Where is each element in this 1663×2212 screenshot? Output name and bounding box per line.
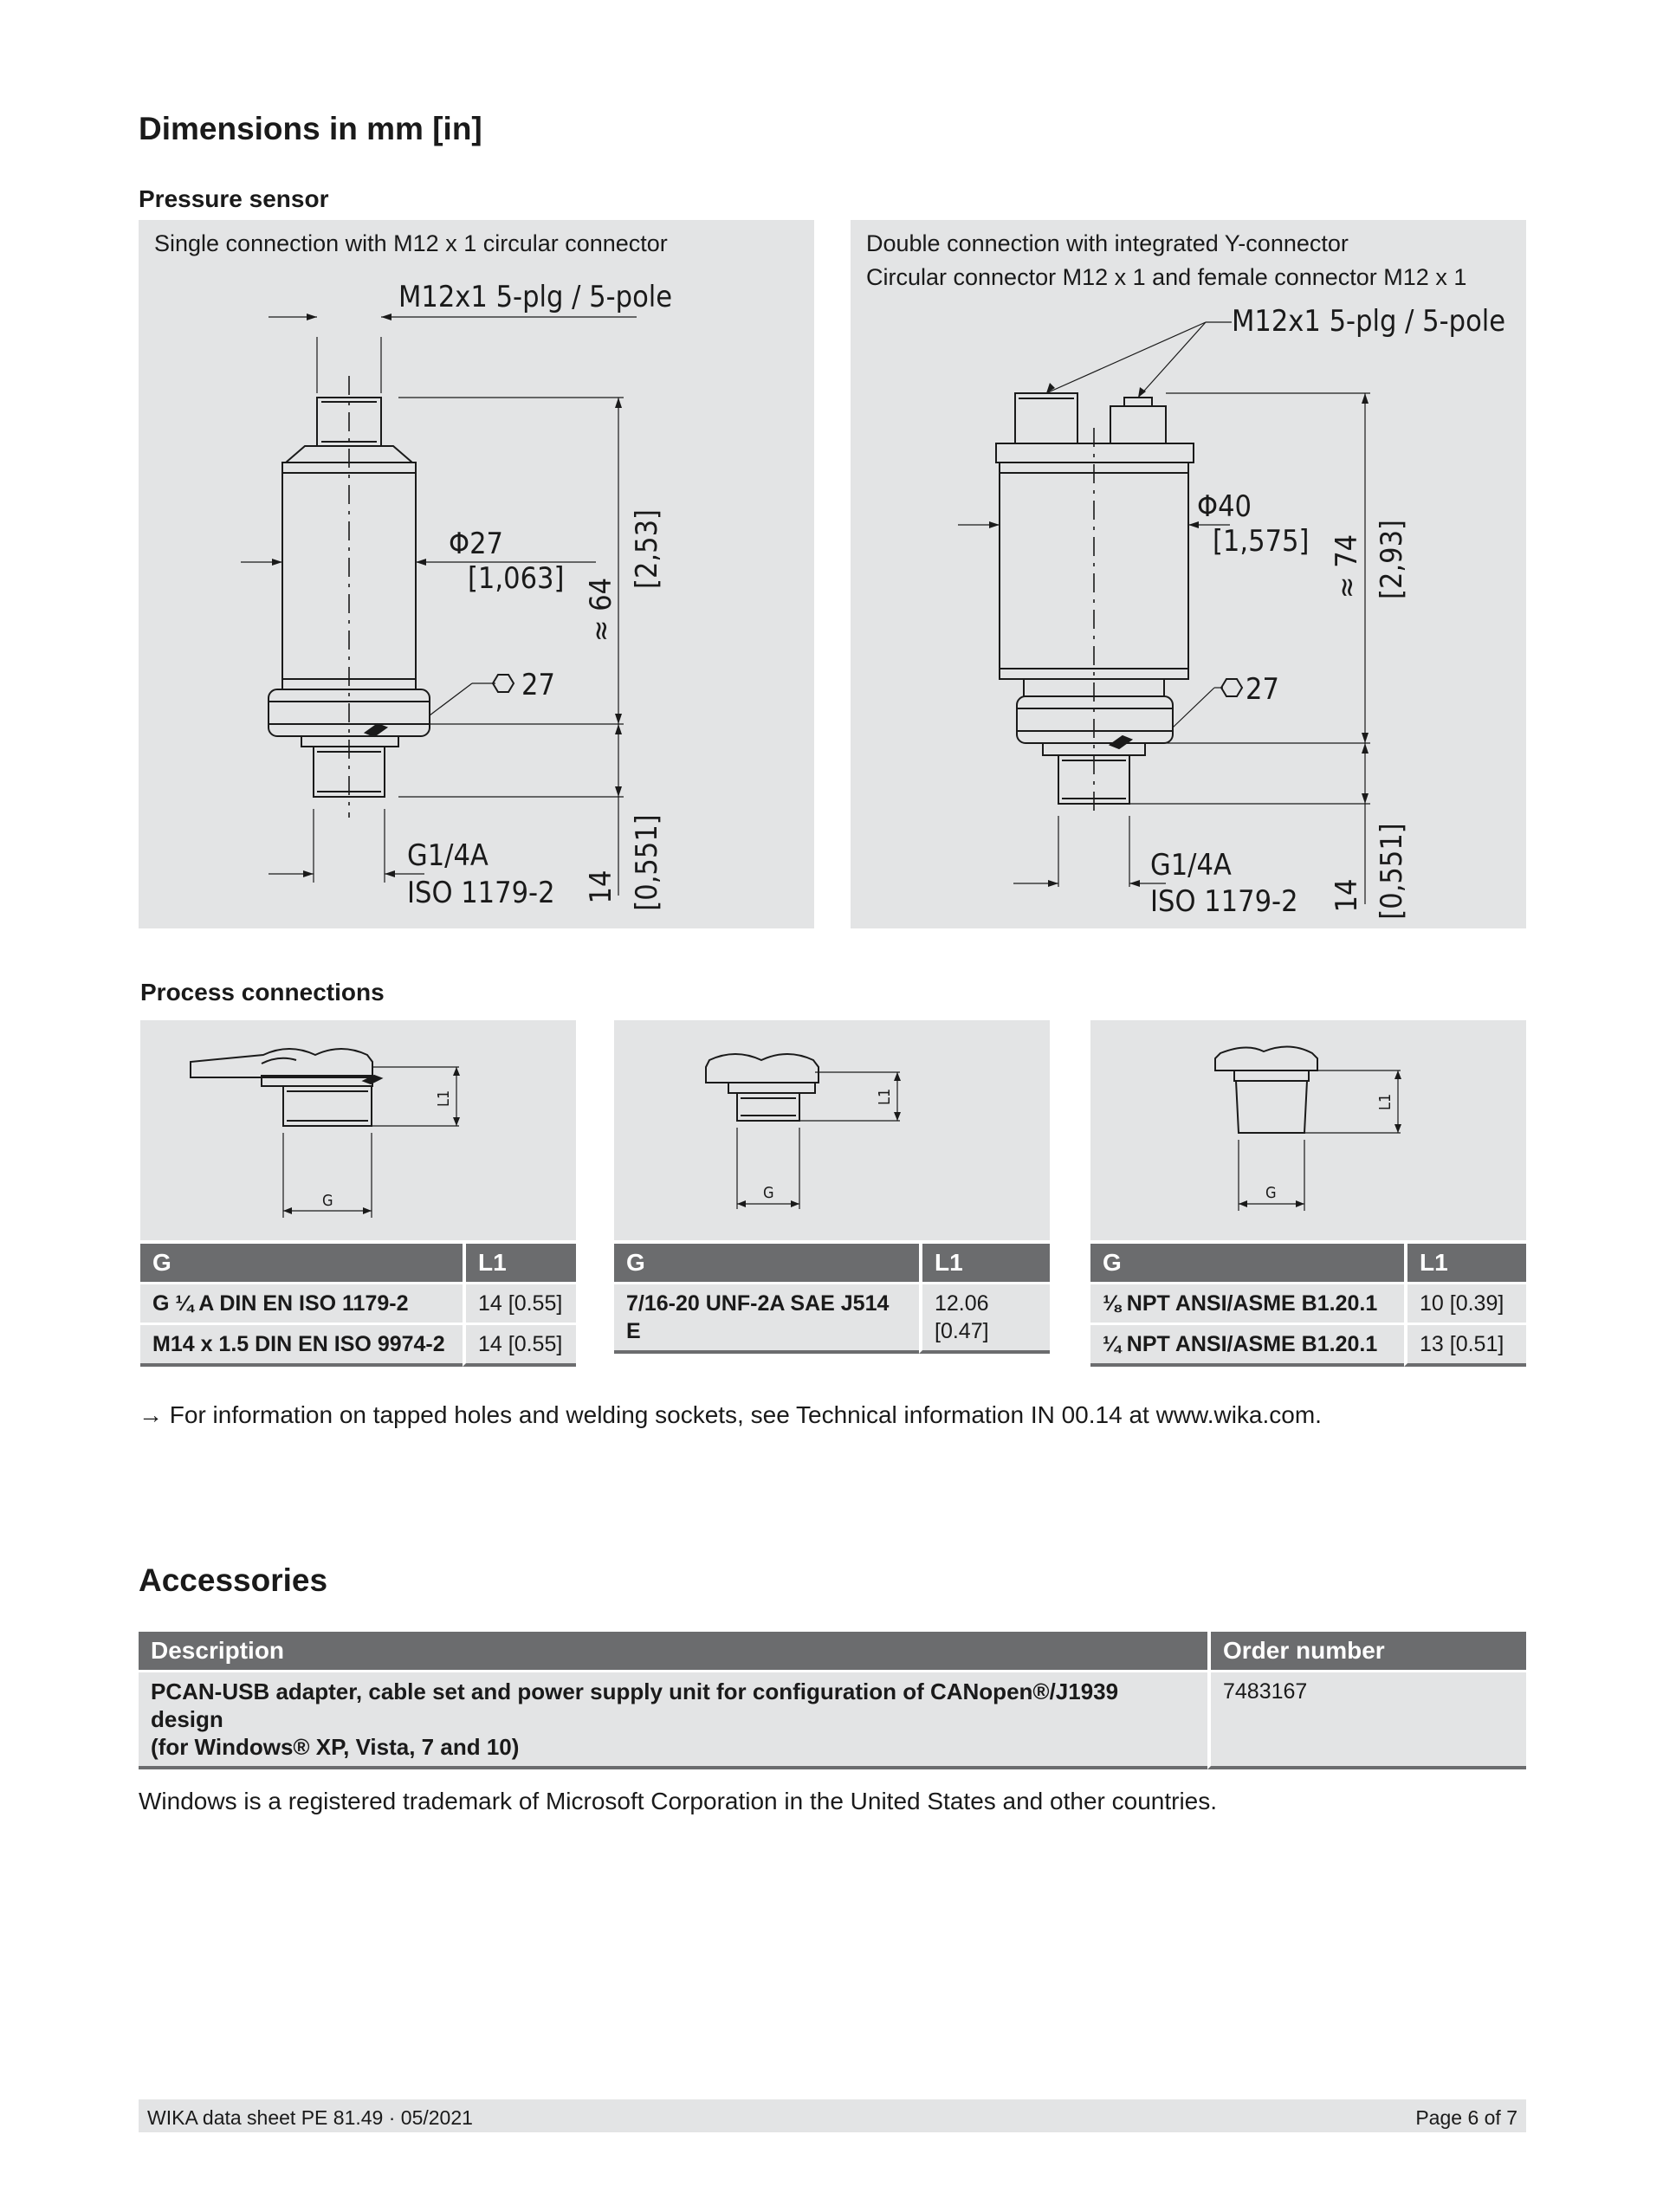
column-header-description: Description — [139, 1632, 1207, 1670]
l1-label: L1 — [1376, 1093, 1394, 1110]
table-row — [1090, 1282, 1526, 1323]
g-cell: G ¼ A DIN EN ISO 1179-2 — [140, 1282, 463, 1323]
height-inch-label: [2,93] — [1375, 520, 1409, 599]
process-connection-3-drawing — [1090, 1020, 1526, 1240]
height-inch-label: [2,53] — [630, 509, 664, 589]
column-header-l1: L1 — [1404, 1244, 1526, 1282]
footer-document-id: WIKA data sheet PE 81.49 · 05/2021 — [147, 2106, 473, 2129]
process-connection-table-1 — [140, 1244, 576, 1367]
hex-size-label: 27 — [521, 668, 555, 702]
column-header-g: G — [1090, 1244, 1404, 1282]
single-connection-caption: Single connection with M12 x 1 circular connector — [154, 230, 668, 256]
order-number-cell: 7483167 — [1207, 1670, 1526, 1769]
double-connection-caption-line1: Double connection with integrated Y-connector — [866, 230, 1349, 256]
pressure-sensor-heading: Pressure sensor — [139, 185, 329, 212]
length-label: 14 — [584, 870, 618, 904]
l1-label: L1 — [876, 1088, 894, 1105]
g-cell: 7/16-20 UNF-2A SAE J514 E — [614, 1282, 919, 1354]
process-connection-1-drawing — [140, 1020, 576, 1240]
length-inch-label: [0,551] — [1375, 823, 1409, 920]
diameter-label: Φ27 — [449, 527, 503, 561]
l1-cell: 13 [0.51] — [1404, 1323, 1526, 1367]
connector-label: M12x1 5-plg / 5-pole — [398, 280, 673, 314]
height-label: ≈ 74 — [1330, 534, 1364, 599]
process-connection-2-panel — [614, 1020, 1050, 1240]
height-label: ≈ 64 — [584, 577, 618, 643]
hex-size-label: 27 — [1246, 672, 1279, 707]
g-label: G — [763, 1184, 774, 1202]
column-header-l1: L1 — [919, 1244, 1050, 1282]
double-connection-panel — [851, 220, 1526, 928]
footer-page-number: Page 6 of 7 — [1415, 2106, 1517, 2129]
connector-label: M12x1 5-plg / 5-pole — [1232, 304, 1506, 339]
thread-label: G1/4A — [1150, 848, 1232, 883]
length-inch-label: [0,551] — [630, 814, 664, 911]
l1-cell: 14 [0.55] — [463, 1282, 576, 1323]
g-cell: M14 x 1.5 DIN EN ISO 9974-2 — [140, 1323, 463, 1367]
table-row — [139, 1670, 1526, 1769]
table-row — [1090, 1323, 1526, 1367]
thread-label: G1/4A — [407, 838, 489, 873]
description-cell — [139, 1670, 1207, 1769]
diameter-label: Φ40 — [1197, 489, 1252, 524]
thread-standard-label: ISO 1179-2 — [407, 876, 555, 910]
double-connection-caption-line2: Circular connector M12 x 1 and female connector M12 x 1 — [866, 264, 1467, 290]
single-connection-panel — [139, 220, 814, 928]
column-header-g: G — [614, 1244, 919, 1282]
table-row — [140, 1282, 576, 1323]
table-row — [140, 1323, 576, 1367]
column-header-order-number: Order number — [1207, 1632, 1526, 1670]
column-header-l1: L1 — [463, 1244, 576, 1282]
tapped-holes-note: → For information on tapped holes and welding sockets, see Technical information IN 00.14 at www.wika.com. — [139, 1401, 1322, 1428]
double-connection-drawing — [851, 220, 1526, 928]
process-connection-table-2 — [614, 1244, 1050, 1354]
accessories-heading: Accessories — [139, 1562, 328, 1598]
process-connection-table-3 — [1090, 1244, 1526, 1367]
column-header-g: G — [140, 1244, 463, 1282]
process-connection-1-panel — [140, 1020, 576, 1240]
page-footer — [139, 2099, 1526, 2132]
diameter-inch-label: [1,575] — [1213, 524, 1310, 559]
l1-cell: 10 [0.39] — [1404, 1282, 1526, 1323]
diameter-inch-label: [1,063] — [468, 561, 565, 596]
process-connection-3-panel — [1090, 1020, 1526, 1240]
single-connection-drawing — [139, 220, 814, 928]
l1-label: L1 — [435, 1090, 453, 1107]
g-cell: ¼ NPT ANSI/ASME B1.20.1 — [1090, 1323, 1404, 1367]
g-label: G — [1265, 1184, 1277, 1202]
page-title: Dimensions in mm [in] — [139, 111, 482, 146]
trademark-note: Windows is a registered trademark of Microsoft Corporation in the United States and other countries. — [139, 1788, 1218, 1814]
l1-cell: 12.06 [0.47] — [919, 1282, 1050, 1354]
g-label: G — [322, 1192, 333, 1210]
description-line-1: PCAN-USB adapter, cable set and power supply unit for configuration of CANopen®/J1939 design — [151, 1678, 1119, 1732]
process-connections-heading: Process connections — [140, 979, 385, 1006]
description-line-2: (for Windows® XP, Vista, 7 and 10) — [151, 1734, 520, 1760]
l1-cell: 14 [0.55] — [463, 1323, 576, 1367]
table-row — [614, 1282, 1050, 1354]
g-cell: ⅛ NPT ANSI/ASME B1.20.1 — [1090, 1282, 1404, 1323]
length-label: 14 — [1330, 878, 1364, 913]
accessories-table — [139, 1632, 1526, 1769]
process-connection-2-drawing — [614, 1020, 1050, 1240]
thread-standard-label: ISO 1179-2 — [1150, 884, 1298, 919]
